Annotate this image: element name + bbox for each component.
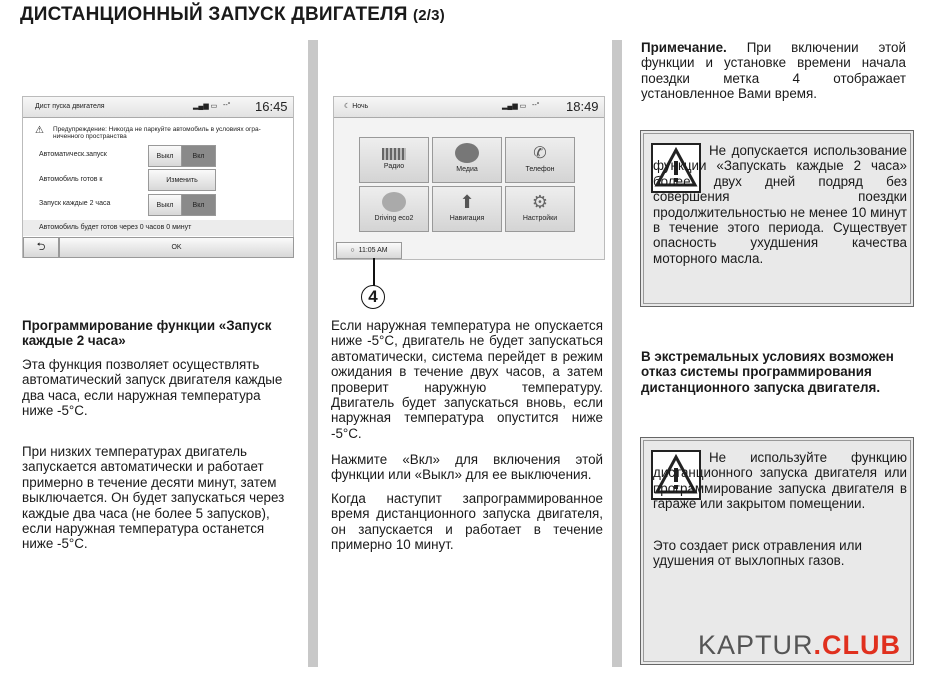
eco-icon [382, 192, 406, 212]
column-divider [612, 40, 622, 667]
tile-label: Медиа [456, 166, 478, 173]
back-button[interactable] [23, 237, 59, 258]
paragraph: Эта функция позволяет осуществлять автоматический запуск двигателя каждые два часа, если наружная температура ниже -5°C. [22, 357, 283, 419]
temperature: --° [223, 102, 231, 109]
watermark [698, 630, 901, 661]
warning-box [640, 130, 914, 307]
page-indicator: (2/3) [413, 7, 445, 24]
navigation-arrow-icon: ⬆ [459, 192, 475, 212]
tile-label: Радио [383, 163, 405, 170]
tile-label: Навигация [449, 215, 485, 222]
auto-start-off-button[interactable]: Выкл [148, 145, 182, 167]
departure-time: 11:05 AM [358, 247, 388, 254]
clock: 18:49 [566, 99, 599, 114]
phone-icon: ✆ [533, 145, 547, 162]
tile-label: Driving eco2 [374, 215, 414, 222]
warning-text: Не используйте функцию дистанционного запуска двигателя или программирование запуска двигателя в гараже или закрытом помещении. [653, 450, 907, 512]
radio-icon [382, 148, 406, 160]
signal-icon: ▂▄▆ ▭ [502, 103, 527, 110]
row-label: Автомобиль готов к [39, 176, 103, 183]
column-divider [308, 40, 318, 667]
warning-text: Не допускается использование функции «Запускать каждые 2 часа» более двух дней подряд без совершения поездки продолжительностью не менее 10 минут в течение этого периода. Существует опасность ухудшения качества моторного масла. [653, 143, 908, 266]
play-icon [455, 143, 479, 163]
important-note: В экстремальных условиях возможен отказ системы программирования дистанционного запуска двигателя. [641, 349, 894, 395]
back-arrow-icon: ⮌ [36, 241, 46, 253]
every-2h-on-button[interactable]: Вкл [181, 194, 216, 216]
temperature: --° [532, 102, 540, 109]
home-screen [333, 96, 605, 260]
warning-icon: ⚠ [35, 125, 44, 136]
ready-status: Автомобиль будет готов через 0 часов 0 минут [39, 224, 192, 231]
watermark-text: .CLUB [813, 630, 902, 660]
tile-navigation[interactable] [432, 186, 502, 232]
tile-radio[interactable] [359, 137, 429, 183]
page-title [20, 4, 445, 26]
clock-icon: ○ [350, 247, 355, 254]
departure-time-button[interactable] [336, 242, 402, 259]
gear-icon: ⚙ [531, 192, 549, 212]
paragraph: Если наружная температура не опускается ниже -5°C, двигатель не будет запускаться автоматически, система перейдет в режим ожидания в течение двух часов, а затем проверит наружную температуру. Двигатель будет запускаться вновь, если наружная температура опустится ниже -5°C. [331, 318, 603, 441]
section-heading: Программирование функции «Запуск каждые 2 часа» [22, 318, 272, 349]
row-label: Запуск каждые 2 часа [39, 200, 111, 207]
tile-media[interactable] [432, 137, 502, 183]
auto-start-on-button[interactable]: Вкл [181, 145, 216, 167]
note-text: При включении этой функции и установке времени начала поездки метка 4 отображает установленное Вами время. [641, 40, 906, 102]
tab-label: Ночь [352, 103, 369, 110]
tile-phone[interactable] [505, 137, 575, 183]
remote-start-screen [22, 96, 294, 258]
tab-night[interactable]: ☾ Ночь [344, 103, 369, 110]
title-text: ДИСТАНЦИОННЫЙ ЗАПУСК ДВИГАТЕЛЯ [20, 4, 408, 25]
clock: 16:45 [255, 99, 288, 114]
screen-warning: Предупреждение: Никогда не паркуйте автомобиль в условиях огра-ниченного пространства [53, 126, 261, 140]
tile-label: Настройки [522, 215, 558, 222]
signal-icon: ▂▄▆ ▭ [193, 103, 218, 110]
ok-button[interactable]: OK [59, 237, 294, 258]
warning-text: Это создает риск отравления или удушения от выхлопных газов. [653, 538, 862, 569]
tile-label: Телефон [525, 166, 555, 173]
change-button[interactable]: Изменить [148, 169, 216, 191]
screen-title: Дист пуска двигателя [35, 103, 105, 110]
note [641, 40, 906, 102]
every-2h-off-button[interactable]: Выкл [148, 194, 182, 216]
tile-settings[interactable] [505, 186, 575, 232]
tile-driving-eco2[interactable] [359, 186, 429, 232]
note-label: Примечание. [641, 40, 727, 55]
paragraph: Нажмите «Вкл» для включения этой функции или «Выкл» для ее выключения. [331, 452, 603, 483]
watermark-text: KAPTUR [698, 630, 814, 660]
callout-marker: 4 [361, 285, 385, 309]
paragraph: Когда наступит запрограммированное время дистанционного запуска двигателя, он запускается и работает в течение примерно 10 минут. [331, 491, 603, 553]
row-label: Автоматическ.запуск [39, 151, 107, 158]
paragraph: При низких температурах двигатель запускается автоматически и работает примерно в течение десяти минут, затем выключается. Он будет запускаться через каждые два часа (не более 5 запусков), если наружная температура останется ниже -5°C. [22, 444, 285, 552]
callout-line [373, 258, 375, 286]
